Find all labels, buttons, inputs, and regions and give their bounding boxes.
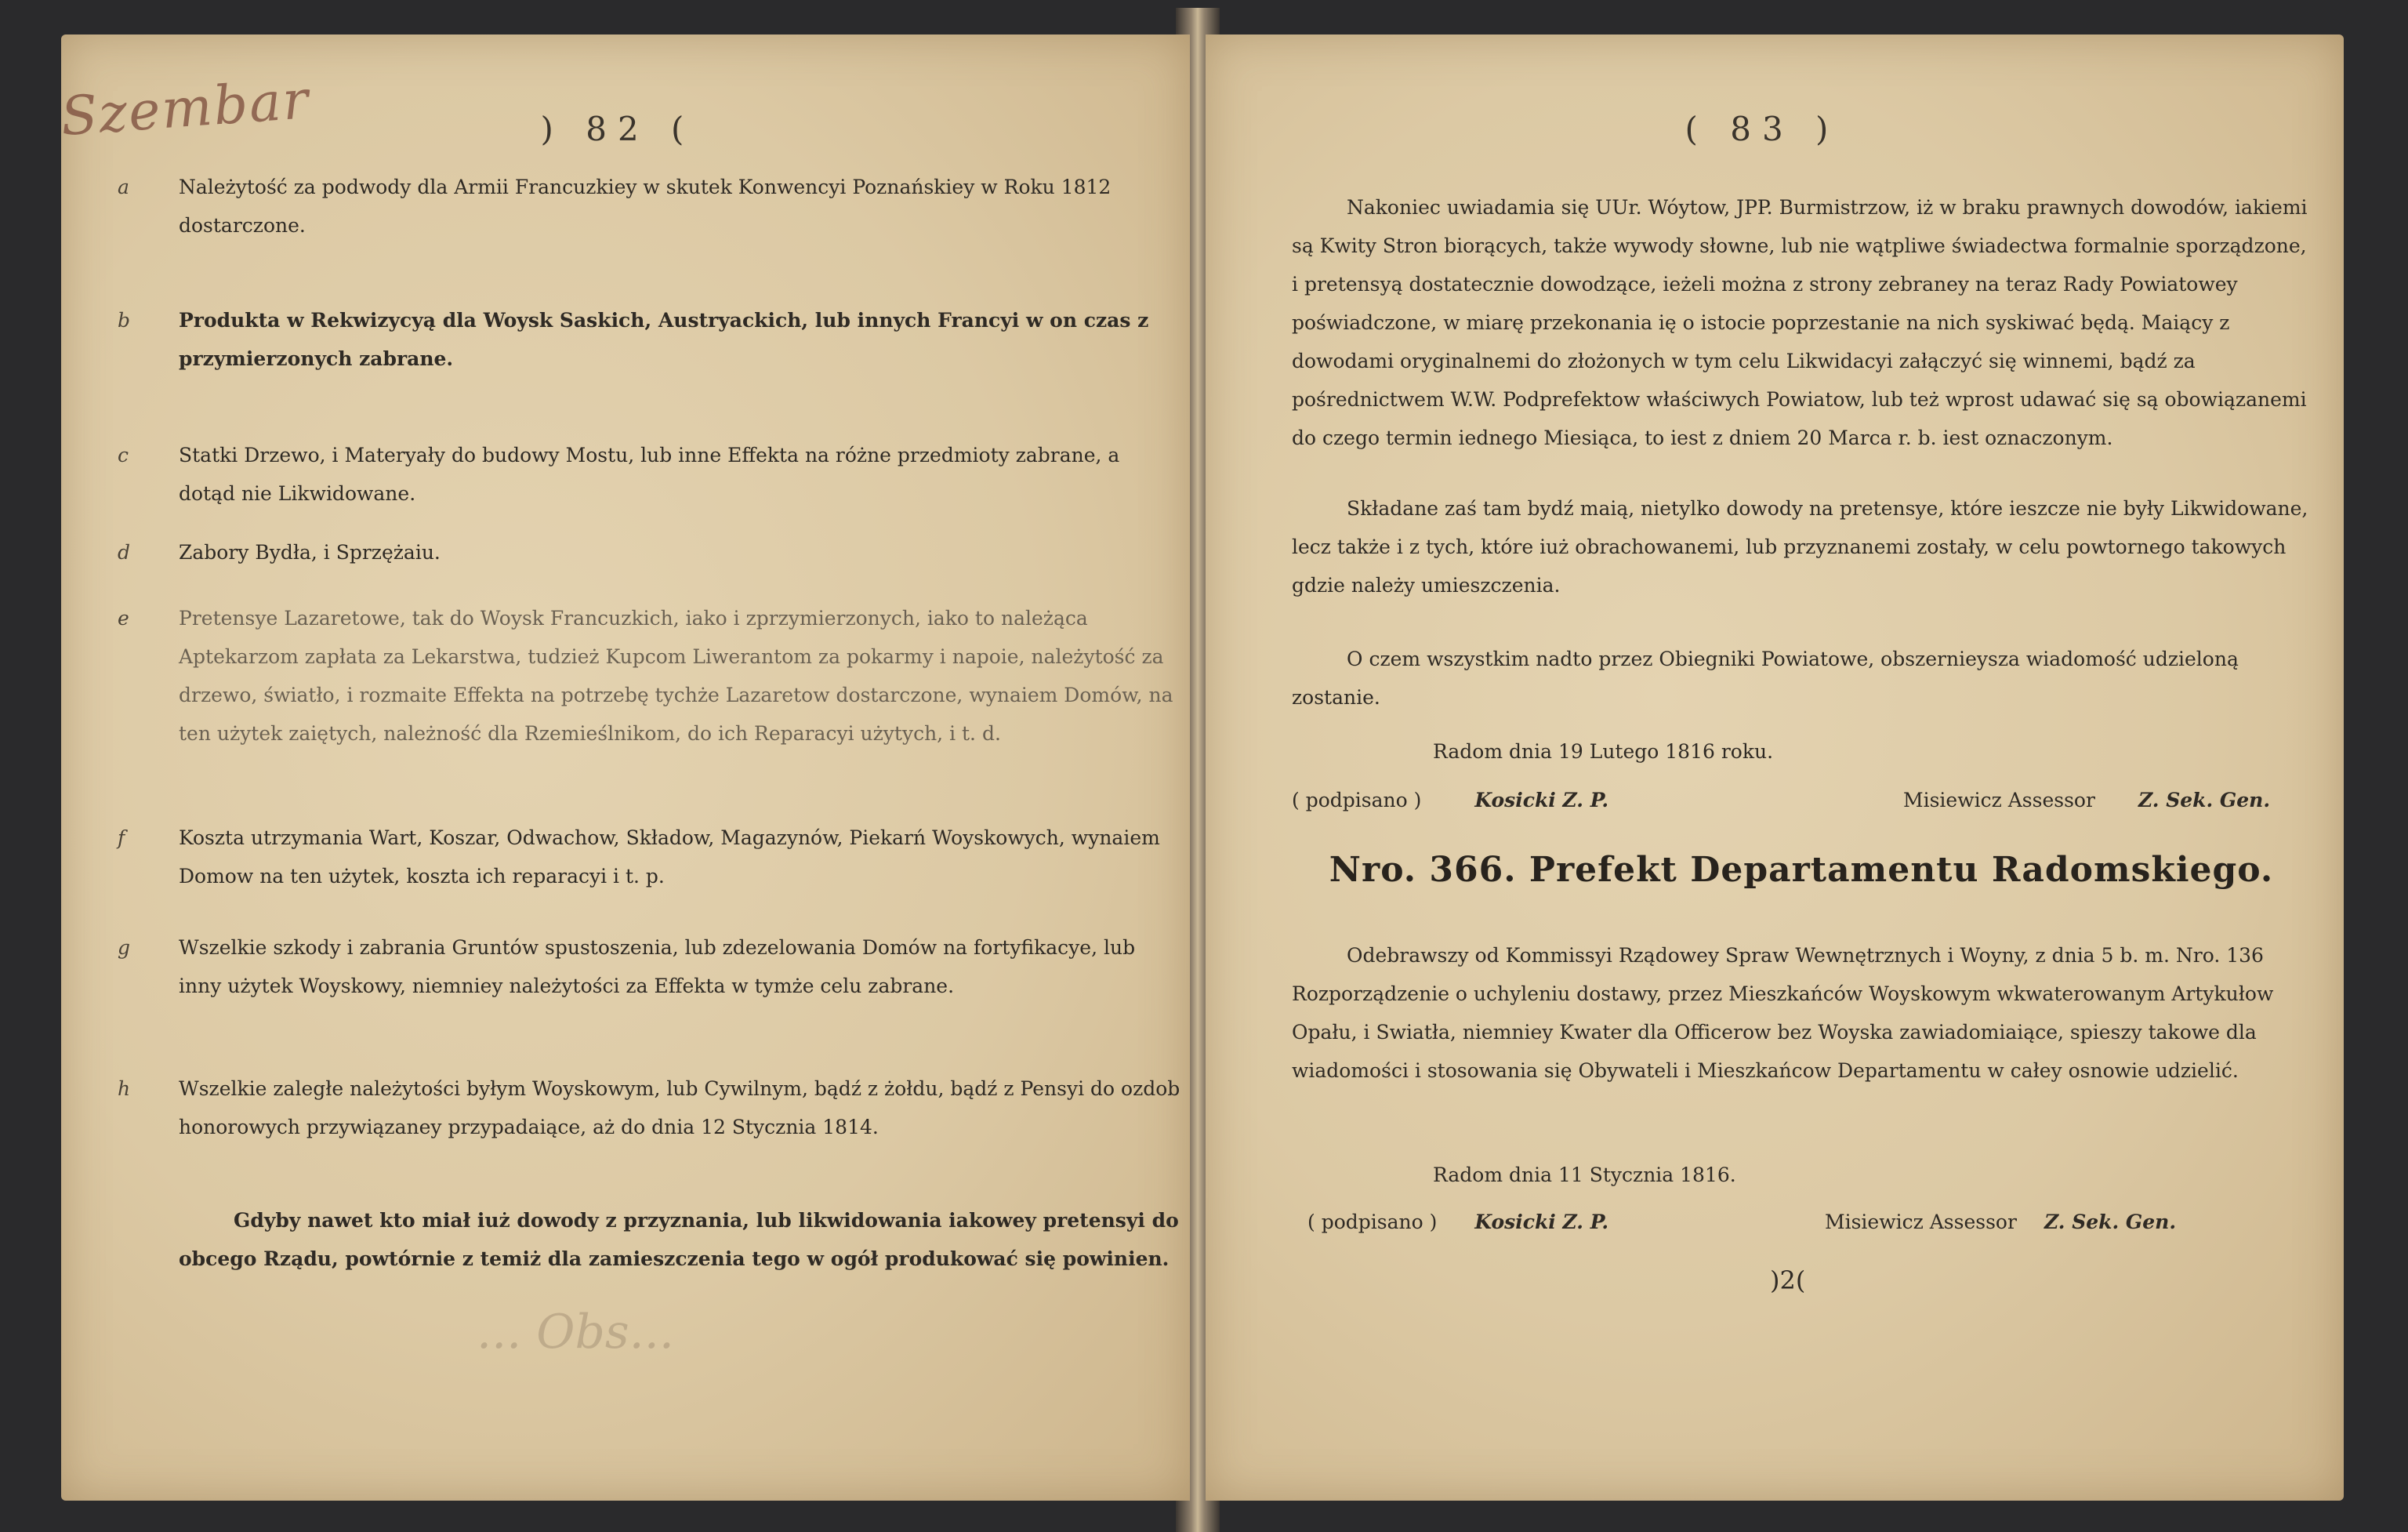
ink-stain: ... Obs...	[477, 1305, 674, 1360]
section-heading: Nro. 366. Prefekt Departamentu Radomskiego.	[1329, 850, 2274, 890]
signature-line	[1307, 1211, 2311, 1233]
list-item	[118, 928, 1182, 1005]
section-separator: )2(	[1770, 1265, 1806, 1295]
list-item	[118, 168, 1182, 245]
item-marker: b	[118, 309, 131, 332]
item-marker: e	[118, 607, 129, 630]
item-marker: a	[118, 176, 129, 198]
date-line: Radom dnia 11 Stycznia 1816.	[1433, 1164, 1736, 1186]
list-item	[118, 533, 1182, 572]
assessor-title: Z. Sek. Gen.	[2138, 789, 2271, 811]
paragraph-notice: Nakoniec uwiadamia się UUr. Wóytow, JPP. Burmistrzow, iż w braku prawnych dowodów, iakiemi są Kwity Stron biorących, także wywody słowne, lub nie wątpliwe świadectwa formalnie sporządzone, i pretensyą dostatecznie dowodzące, ieżeli można z strony zebraney na teraz Rady Powiatowey poświadczone, w miarę przekonania ię o istocie poprzestanie na nich syskiwać będą. Maiący z dowodami oryginalnemi do złożonych w tym celu Likwidacyi załączyć się winnemi, bądź za pośrednictwem W.W. Podprefektow właściwych Powiatow, lub też wprost udawać się są obowiązanemi do czego termin iednego Miesiąca, to iest z dniem 20 Marca r. b. iest oznaczonym.	[1292, 196, 2308, 449]
paragraph-ordinance: Odebrawszy od Kommissyi Rządowey Spraw Wewnętrznych i Woyny, z dnia 5 b. m. Nro. 136 Rozporządzenie o uchyleniu dostawy, przez Mieszkańców Woyskowym wkwaterowanym Artykułow Opału, i Swiatła, niemniey Kwater dla Officerow bez Woyska zawiadomiaiące, spieszy takowe dla wiadomości i stosowania się Obywateli i Mieszkańcow Departamentu w całey osnowie udzielić.	[1292, 944, 2274, 1082]
list-item	[118, 819, 1182, 895]
signed-label: ( podpisano )	[1307, 1211, 1438, 1233]
item-text: Pretensye Lazaretowe, tak do Woysk Francuzkich, iako i zprzymierzonych, iako to należąca Aptekarzom zapłata za Lekarstwa, tudzież Kupcom Liwerantom za pokarmy i napoie, należytość za drzewo, światło, i rozmaite Effekta na potrzebę tychże Lazaretow dostarczone, wynaiem Domów, na ten użytek zaiętych, należność dla Rzemieślnikom, do ich Reparacyi użytych, i t. d.	[179, 607, 1173, 745]
signatory-name: Kosicki Z. P.	[1474, 789, 1609, 811]
item-text: Należytość za podwody dla Armii Francuzkiey w skutek Konwencyi Poznańskiey w Roku 1812 dostarczone.	[179, 176, 1112, 237]
item-marker: f	[118, 826, 125, 849]
item-text: Zabory Bydła, i Sprzężaiu.	[179, 541, 441, 564]
assessor-name: Misiewicz Assessor	[1825, 1211, 2017, 1233]
right-page	[1206, 34, 2344, 1501]
list-item	[118, 301, 1182, 378]
page-number-right: ( 83 )	[1685, 110, 1840, 148]
item-text: Statki Drzewo, i Materyały do budowy Mostu, lub inne Effekta na różne przedmioty zabrane, a dotąd nie Likwidowane.	[179, 444, 1120, 505]
paragraph-circulars: O czem wszystkim nadto przez Obiegniki Powiatowe, obszernieysza wiadomość udzieloną zostanie.	[1292, 648, 2239, 709]
item-marker: d	[118, 541, 131, 564]
list-item	[118, 436, 1182, 513]
page-number-left: ) 82 (	[540, 110, 695, 148]
item-text: Wszelkie szkody i zabrania Gruntów spustoszenia, lub zdezelowania Domów na fortyfikacye, lub inny użytek Woyskowy, niemniey należytości za Effekta w tymże celu zabrane.	[179, 936, 1136, 997]
item-marker: c	[118, 444, 129, 466]
list-item	[118, 1069, 1182, 1146]
paragraph-submission: Składane zaś tam bydź maią, nietylko dowody na pretensye, które ieszcze nie były Likwidowane, lecz także i z tych, które iuż obrachowanemi, lub przyznanemi zostały, w celu powtornego takowych gdzie należy umieszczenia.	[1292, 497, 2308, 597]
list-item	[118, 599, 1182, 753]
signed-label: ( podpisano )	[1292, 789, 1422, 811]
item-text: Koszta utrzymania Wart, Koszar, Odwachow, Składow, Magazynów, Piekarń Woyskowych, wynaiem Domow na ten użytek, koszta ich reparacyi i t. p.	[179, 826, 1160, 888]
item-text: Produkta w Rekwizycyą dla Woysk Saskich, Austryackich, lub innych Francyi w on czas z przymierzonych zabrane.	[179, 309, 1149, 370]
assessor-title: Z. Sek. Gen.	[2044, 1211, 2177, 1233]
item-marker: g	[118, 936, 131, 959]
item-marker: h	[118, 1077, 131, 1100]
closing-paragraph: Gdyby nawet kto miał iuż dowody z przyznania, lub likwidowania iakowey pretensyi do obcego Rządu, powtórnie z temiż dla zamieszczenia tego w ogół produkować się powinien.	[179, 1209, 1179, 1270]
assessor-name: Misiewicz Assessor	[1903, 789, 2095, 811]
left-page	[61, 34, 1190, 1501]
signatory-name: Kosicki Z. P.	[1474, 1211, 1609, 1233]
signature-line	[1292, 789, 2311, 811]
handwritten-annotation: Szembar	[59, 69, 312, 149]
item-text: Wszelkie zaległe należytości byłym Woyskowym, lub Cywilnym, bądź z żołdu, bądź z Pensyi do ozdob honorowych przywiązaney przypadaiące, aż do dnia 12 Stycznia 1814.	[179, 1077, 1180, 1138]
date-line: Radom dnia 19 Lutego 1816 roku.	[1433, 740, 1774, 763]
